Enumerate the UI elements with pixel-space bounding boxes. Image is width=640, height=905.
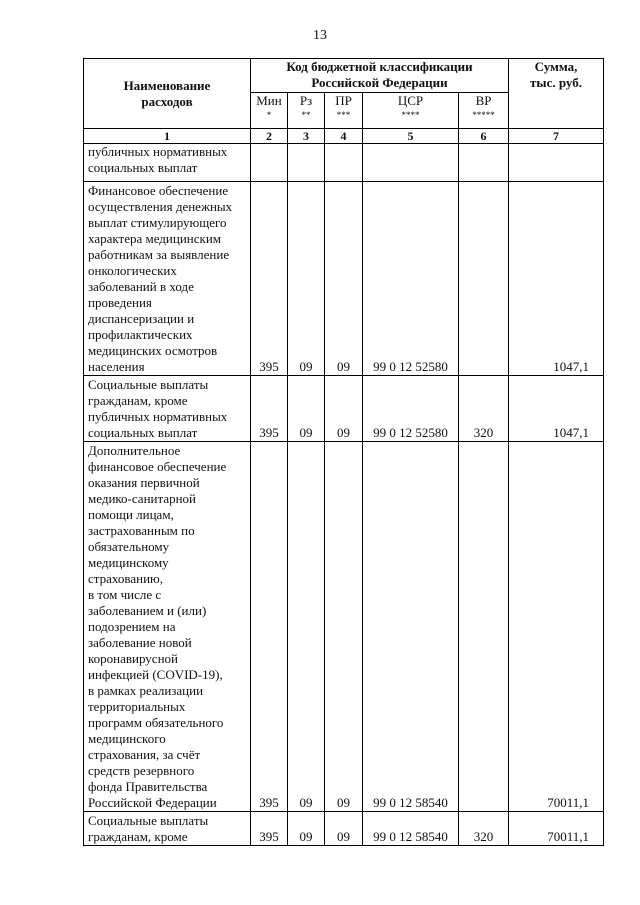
column-number: 4 — [325, 129, 363, 144]
table-row — [84, 442, 604, 812]
row-min — [251, 144, 288, 182]
row-min: 395 — [251, 442, 288, 812]
header-sum: Сумма, тыс. руб. — [509, 59, 604, 129]
row-vr — [459, 182, 509, 376]
row-csr: 99 0 12 52580 — [363, 376, 459, 442]
header-col-pr: ПР *** — [325, 93, 363, 129]
header-col-vr: ВР ***** — [459, 93, 509, 129]
row-sum: 1047,1 — [509, 376, 604, 442]
row-pr — [325, 144, 363, 182]
row-name: Финансовое обеспечение осуществления денежных выплат стимулирующего характера медицинским работникам за выявление онкологических заболеваний в ходе проведения диспансеризации и профилактических медицинских осмотров населения — [84, 182, 251, 376]
row-name: Социальные выплаты гражданам, кроме — [84, 812, 251, 846]
row-pr: 09 — [325, 182, 363, 376]
row-vr: 320 — [459, 812, 509, 846]
row-min: 395 — [251, 376, 288, 442]
row-rz: 09 — [288, 376, 325, 442]
row-vr: 320 — [459, 376, 509, 442]
row-name: публичных нормативных социальных выплат — [84, 144, 251, 182]
row-pr: 09 — [325, 376, 363, 442]
row-csr: 99 0 12 58540 — [363, 442, 459, 812]
row-sum: 70011,1 — [509, 442, 604, 812]
header-col-min: Мин * — [251, 93, 288, 129]
row-csr — [363, 144, 459, 182]
column-number: 2 — [251, 129, 288, 144]
column-number: 1 — [84, 129, 251, 144]
column-number: 7 — [509, 129, 604, 144]
row-vr — [459, 442, 509, 812]
table-row — [84, 144, 604, 182]
row-rz: 09 — [288, 442, 325, 812]
row-rz: 09 — [288, 812, 325, 846]
page-number: 13 — [313, 28, 327, 43]
header-col-rz: Рз ** — [288, 93, 325, 129]
row-vr — [459, 144, 509, 182]
budget-table — [83, 58, 604, 846]
header-code-group: Код бюджетной классификации Российской Федерации — [251, 59, 509, 93]
row-name: Дополнительное финансовое обеспечение оказания первичной медико-санитарной помощи лицам, застрахованным по обязательному медицинскому страхованию, в том числе с заболеванием и (или) подозрением на заболевание новой коронавирусной инфекцией (COVID-19), в рамках реализации территориальных программ обязательного медицинского страхования, за счёт средств резервного фонда Правительства Российской Федерации — [84, 442, 251, 812]
row-pr: 09 — [325, 812, 363, 846]
row-csr: 99 0 12 58540 — [363, 812, 459, 846]
column-number: 5 — [363, 129, 459, 144]
row-csr: 99 0 12 52580 — [363, 182, 459, 376]
column-number: 3 — [288, 129, 325, 144]
row-name: Социальные выплаты гражданам, кроме публичных нормативных социальных выплат — [84, 376, 251, 442]
header-col-csr: ЦСР **** — [363, 93, 459, 129]
table-row — [84, 376, 604, 442]
row-min: 395 — [251, 812, 288, 846]
row-min: 395 — [251, 182, 288, 376]
row-sum: 1047,1 — [509, 182, 604, 376]
row-rz — [288, 144, 325, 182]
column-number: 6 — [459, 129, 509, 144]
header-name: Наименование расходов — [84, 59, 251, 129]
column-number-row — [84, 129, 604, 144]
row-sum — [509, 144, 604, 182]
row-pr: 09 — [325, 442, 363, 812]
table-row — [84, 182, 604, 376]
table-row — [84, 812, 604, 846]
row-rz: 09 — [288, 182, 325, 376]
row-sum: 70011,1 — [509, 812, 604, 846]
